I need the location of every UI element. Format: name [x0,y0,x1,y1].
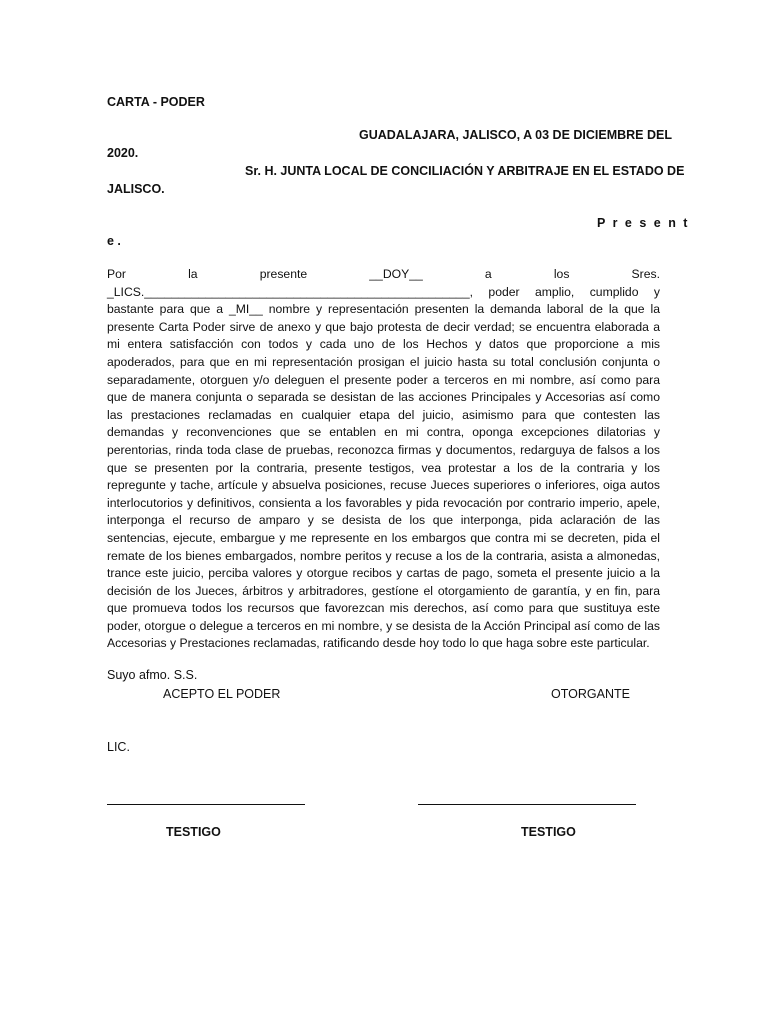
lic-label: LIC. [107,740,130,754]
power-of-attorney-body: Por la presente __DOY__ a los Sres. _LICS.________________________________________________, poder amplio, cumplido y bastante para que a _MI__ nombre y representación presenten la demanda laboral de la que la presente Carta Poder sirve de anexo y que bajo protesta de decir verdad; se encuentra elaborada a mi entera satisfacción con todos y cada uno de los Hechos y datos que proporcione a mis apoderados, para que en mi representación prosigan el juicio hasta su total conclusión conjunta o separadamente, otorguen y/o deleguen el presente poder a terceros en mi nombre, así como para que de manera conjunta o separada se desistan de las acciones Principales y Accesorias así como las prestaciones reclamadas en cualquier etapa del juicio, asimismo para que contesten las demandas y reconvenciones que se entablen en mi contra, oponga excepciones dilatorias y perentorias, rinda toda clase de pruebas, reconozca firmas y documentos, redarguya de falsos a los que se presenten por la contraria, presente testigos, vea protestar a los de la contraria y los repregunte y tache, artícule y absuelva posiciones, recuse Jueces superiores o inferiores, oiga autos interlocutorios y definitivos, consienta a los favorables y pida revocación por contrario imperio, apele, interponga el recurso de amparo y se desista de los que interponga, pida aclaración de las sentencias, ejecute, embargue y me represente en los embargos que contra mi se decreten, pida el remate de los bienes embargados, nombre peritos y recuse a los de la contraria, asista a almonedas, trance este juicio, perciba valores y otorgue recibos y cartas de pago, someta el presente juicio a la decisión de los Jueces, árbitros y arbitradores, gestíone el otorgamiento de garantía, y en fin, para que promueva todos los recursos que favorezcan mis derechos, así como para que sustituya este poder, otorgue o delegue a terceros en mi nombre, y se desista de la Acción Principal así como de las Accesorias y Prestaciones reclamadas, ratificando desde hoy todo lo que haga sobre este particular. [107,267,660,651]
closing-salutation: Suyo afmo. S.S. [107,668,198,682]
document-title: CARTA - PODER [107,95,205,109]
testigo-left-label: TESTIGO [166,825,221,839]
addressee-state: JALISCO. [107,182,165,196]
place-date-year: 2020. [107,146,139,160]
presente-end: e . [107,234,121,248]
place-date-line: GUADALAJARA, JALISCO, A 03 DE DICIEMBRE DEL [359,128,672,142]
addressee-line: Sr. H. JUNTA LOCAL DE CONCILIACIÓN Y ARBITRAJE EN EL ESTADO DE [245,164,685,178]
presente-line: P r e s e n t [597,216,690,230]
otorgante-label: OTORGANTE [551,687,630,701]
witness-signature-line-left [107,804,305,805]
testigo-right-label: TESTIGO [521,825,576,839]
witness-signature-line-right [418,804,636,805]
acepto-el-poder-label: ACEPTO EL PODER [163,687,281,701]
